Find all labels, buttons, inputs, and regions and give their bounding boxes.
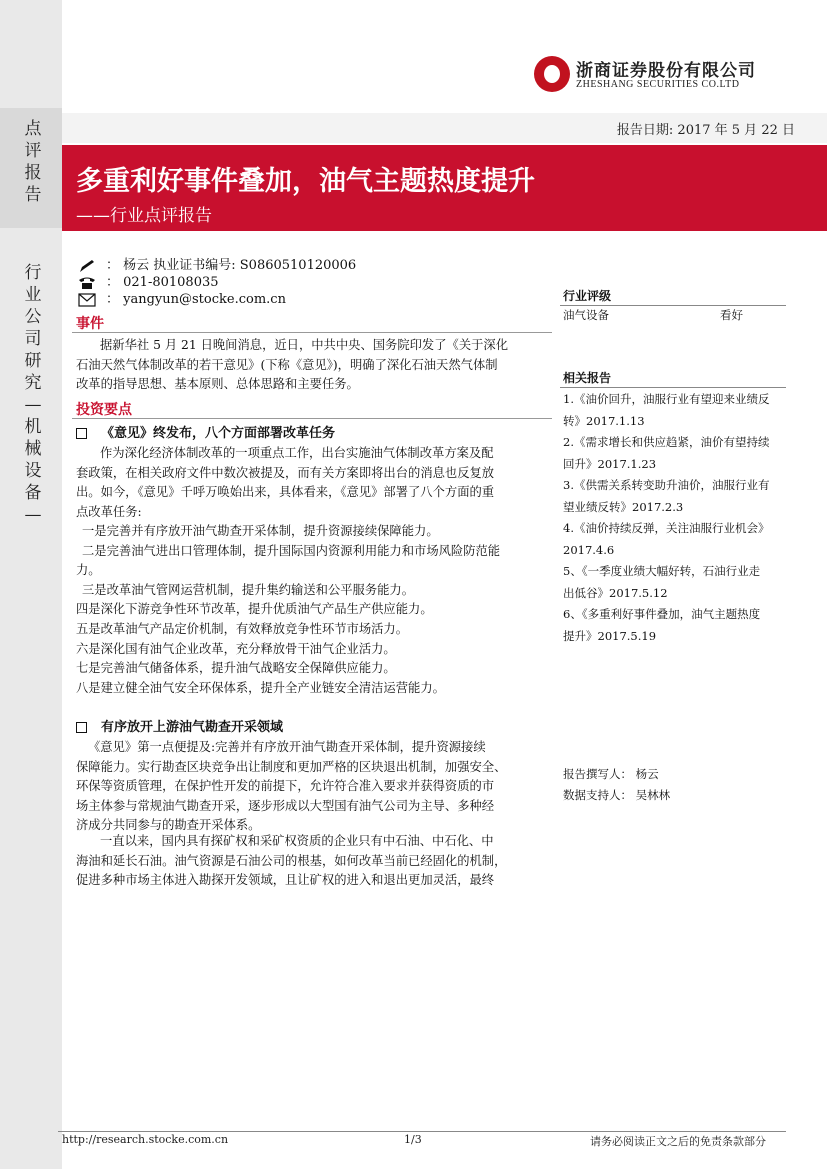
- related-divider: [560, 387, 786, 388]
- event-line: 据新华社 5 月 21 日晚间消息，近日，中共中央、国务院印发了《关于深化: [100, 338, 509, 352]
- data-supporter: 数据支持人： 吴林林: [563, 787, 671, 802]
- envelope-icon: [78, 293, 96, 307]
- paragraph-line: 一直以来，国内具有探矿权和采矿权资质的企业只有中石油、中石化、中: [100, 834, 494, 848]
- company-name-en: ZHESHANG SECURITIES CO.LTD: [576, 79, 740, 90]
- related-item: 5、《一季度业绩大幅好转，石油行业走: [563, 564, 761, 578]
- intro-line: 出。如今，《意见》千呼万唤始出来，具体看来，《意见》部署了八个方面的重: [76, 485, 495, 500]
- analyst-text: ： 杨云 执业证书编号: S0860510120006: [106, 258, 357, 273]
- report-date: 报告日期: 2017 年 5 月 22 日: [616, 123, 795, 138]
- report-type-label: 点评报告: [24, 119, 42, 205]
- related-item: 2017.4.6: [563, 542, 615, 557]
- related-item: 出低谷》2017.5.12: [563, 585, 668, 600]
- report-writer: 报告撰写人： 杨云: [563, 767, 659, 781]
- category-label: 行业公司研究—机械设备—: [24, 263, 42, 525]
- page-number: 1/3: [404, 1133, 422, 1146]
- footer-divider: [58, 1131, 786, 1132]
- intro-line: 点改革任务:: [76, 504, 142, 519]
- event-paragraph: [76, 336, 550, 395]
- related-item: 回升》2017.1.23: [563, 456, 657, 471]
- logo-mark-icon: [534, 56, 570, 92]
- paragraph-line: 场主体参与常规油气勘查开采，逐步形成以大型国有油气公司为主导、多种经: [76, 798, 495, 813]
- bullet-heading-2: [76, 716, 283, 735]
- paragraph-line: 济成分共同参与的勘查开采体系。: [76, 818, 261, 833]
- paragraph-line: 促进多种市场主体进入勘探开发领域，且让矿权的进入和退出更加灵活，最终: [76, 873, 495, 888]
- task-item: 四是深化下游竞争性环节改革，提升优质油气产品生产供应能力。: [76, 602, 433, 617]
- task-item: 二是完善油气进出口管理体制，提升国际国内资源利用能力和市场风险防范能: [82, 543, 501, 558]
- related-item: 3.《供需关系转变助升油价，油服行业有: [563, 478, 770, 492]
- bullet-heading-text: 《意见》终发布，八个方面部署改革任务: [101, 426, 336, 441]
- investment-divider: [72, 418, 552, 419]
- paragraph-3: [76, 832, 550, 891]
- event-line: 石油天然气体制改革的若干意见》(下称《意见》)，明确了深化石油天然气体制: [76, 357, 498, 372]
- checkbox-bullet-icon: [76, 428, 87, 439]
- phone-text: ： 021-80108035: [106, 275, 219, 290]
- checkbox-bullet-icon: [76, 722, 87, 733]
- task-item: 一是完善并有序放开油气勘查开采体制，提升资源接续保障能力。: [82, 524, 439, 538]
- related-item: 转》2017.1.13: [563, 413, 645, 428]
- paragraph-2: [76, 738, 550, 836]
- related-item: 望业绩反转》2017.2.3: [563, 499, 684, 514]
- rating-row: [563, 305, 783, 326]
- footer-url[interactable]: http://research.stocke.com.cn: [62, 1133, 229, 1146]
- left-sidebar: [0, 0, 62, 1169]
- intro-line: 套政策，在相关政府文件中数次被提及，而有关方案即将出台的消息也反复放: [76, 465, 495, 480]
- intro-paragraph: [76, 444, 550, 522]
- task-item: 力。: [76, 563, 101, 578]
- task-item: 五是改革油气产品定价机制，有效释放竞争性环节市场活力。: [76, 621, 409, 636]
- task-item: 三是改革油气管网运营机制，提升集约输送和公平服务能力。: [82, 582, 415, 597]
- footer-disclaimer: 请务必阅读正文之后的免责条款部分: [590, 1135, 766, 1148]
- email-line: [78, 288, 286, 306]
- event-line: 改革的指导思想、基本原则、总体思路和主要任务。: [76, 377, 359, 392]
- related-item: 6、《多重利好事件叠加，油气主题热度: [563, 607, 761, 621]
- task-item: 八是建立健全油气安全环保体系，提升全产业链安全清洁运营能力。: [76, 680, 445, 695]
- rating-heading: 行业评级: [563, 289, 612, 303]
- related-item: 提升》2017.5.19: [563, 628, 657, 643]
- task-list: [76, 522, 550, 698]
- intro-line: 作为深化经济体制改革的一项重点工作，出台实施油气体制改革方案及配: [100, 446, 494, 460]
- event-divider: [72, 332, 552, 333]
- related-item: 2.《需求增长和供应趋紧，油价有望持续: [563, 435, 770, 449]
- analyst-line: [78, 254, 356, 272]
- task-item: 七是完善油气储备体系，提升油气战略安全保障供应能力。: [76, 661, 396, 676]
- task-item: 六是深化国有油气企业改革，充分释放骨干油气企业活力。: [76, 641, 396, 656]
- event-heading: 事件: [76, 316, 104, 332]
- company-logo: [534, 56, 774, 96]
- paragraph-line: 保障能力。实行勘查区块竞争出让制度和更加严格的区块退出机制，加强安全、: [76, 759, 507, 774]
- paragraph-line: 《意见》第一点便提及:完善并有序放开油气勘查开采体制，提升资源接续: [88, 740, 486, 754]
- phone-line: [78, 271, 219, 289]
- report-subtitle: ——行业点评报告: [76, 206, 212, 226]
- related-list: [563, 389, 783, 647]
- investment-heading: 投资要点: [76, 402, 132, 418]
- date-band: [62, 113, 827, 143]
- authors-block: [563, 764, 783, 805]
- related-heading: 相关报告: [563, 371, 612, 385]
- related-item: 1.《油价回升，油服行业有望迎来业绩反: [563, 392, 770, 406]
- rating-value: 看好: [720, 308, 743, 322]
- rating-industry: 油气设备: [563, 308, 609, 322]
- email-text[interactable]: ： yangyun@stocke.com.cn: [106, 292, 286, 307]
- related-item: 4.《油价持续反弹，关注油服行业机会》: [563, 521, 770, 535]
- bullet-heading-text: 有序放开上游油气勘查开采领域: [101, 720, 284, 735]
- paragraph-line: 环保等资质管理，在保护性开发的前提下，允许符合准入要求并获得资质的市: [76, 779, 495, 794]
- report-title: 多重利好事件叠加，油气主题热度提升: [76, 166, 535, 197]
- company-name-cn: 浙商证券股份有限公司: [576, 61, 756, 81]
- paragraph-line: 海油和延长石油。油气资源是石油公司的根基，如何改革当前已经固化的机制，: [76, 853, 507, 868]
- bullet-heading-1: [76, 422, 335, 441]
- title-band: [62, 145, 827, 231]
